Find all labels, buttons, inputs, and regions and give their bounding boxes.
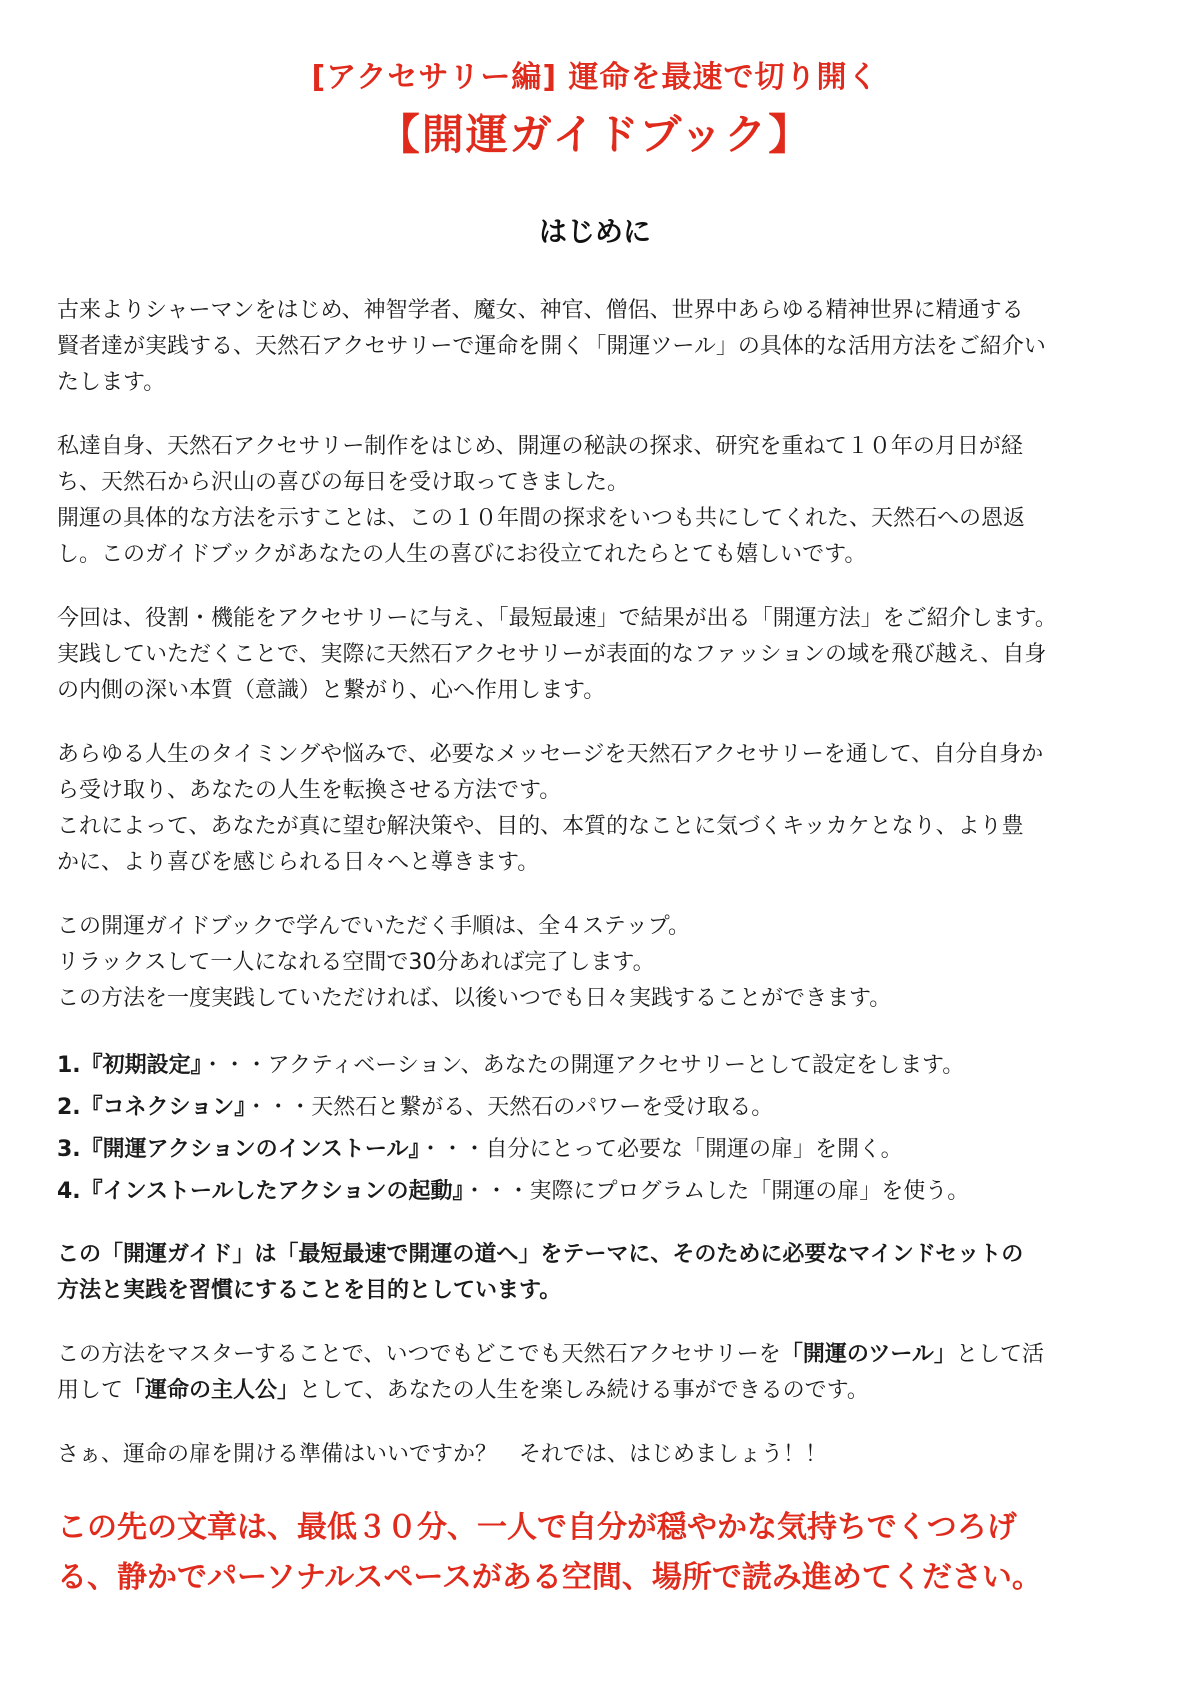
step-item [57,1087,1147,1129]
text-line: 開運の具体的な方法を示すことは、この１０年間の探求をいつも共にしてくれた、天然石への恩返 [57,506,1026,531]
text-run: この方法をマスターすることで、いつでもどこでも天然石アクセサリーを [57,1342,781,1367]
text-line: 古来よりシャーマンをはじめ、神智学者、魔女、神官、僧侶、世界中あらゆる精神世界に精通する [57,298,1024,323]
step-item [57,1045,1147,1087]
step-label: 3.『開運アクションのインストール』 [57,1137,420,1162]
text-line: たします。 [57,370,166,395]
step-item [57,1129,1147,1171]
text-line: かに、より喜びを感じられる日々へと導きます。 [57,850,540,875]
text-line: 方法と実践を習慣にすることを目的としています。 [57,1278,562,1303]
text-line: これによって、あなたが真に望む解決策や、目的、本質的なことに気づくキッカケとなり、より豊 [57,814,1024,839]
text-line: し。このガイドブックがあなたの人生の喜びにお役立てれたらとても嬉しいです。 [57,542,867,567]
text-line: リラックスして一人になれる空間で30分あれば完了します。 [57,950,655,975]
text-run: として活 [955,1342,1044,1367]
text-line: 今回は、役割・機能をアクセサリーに与え、「最短最速」で結果が出る「開運方法」をご紹介します。 [57,606,1057,631]
text-line: この開運ガイドブックで学んでいただく手順は、全４ステップ。 [57,914,690,939]
step-label: 2.『コネクション』 [57,1095,246,1120]
text-run: 用して [57,1378,124,1403]
text-line: の内側の深い本質（意識）と繋がり、心へ作用します。 [57,678,606,703]
step-text: ・・・実際にプログラムした「開運の扉」を使う。 [463,1179,970,1204]
text-line: この方法を一度実践していただければ、以後いつでも日々実践することができます。 [57,986,892,1011]
step-label: 4.『インストールしたアクションの起動』 [57,1179,464,1204]
step-text: ・・・自分にとって必要な「開運の扉」を開く。 [419,1137,903,1162]
text-line [57,1373,1147,1409]
red-notice [57,1503,1147,1603]
paragraph-intro [57,293,1147,401]
notice-line: る、静かでパーソナルスペースがある空間、場所で読み進めてください。 [57,1560,1042,1595]
step-item [57,1171,1147,1213]
step-label: 1.『初期設定』 [57,1053,202,1078]
paragraph-ready [57,1437,1147,1473]
document-title: 【開運ガイドブック】 [377,110,813,159]
text-run: として、あなたの人生を楽しみ続ける事ができるのです。 [299,1378,869,1403]
text-line: 私達自身、天然石アクセサリー制作をはじめ、開運の秘訣の探求、研究を重ねて１０年の月日が経 [57,434,1023,459]
emphasis-tool: 「開運のツール」 [780,1342,956,1367]
paragraph-history [57,429,1147,573]
paragraph-steps-intro [57,909,1147,1017]
text-line: あらゆる人生のタイミングや悩みで、必要なメッセージを天然石アクセサリーを通して、自分自身か [57,742,1044,767]
paragraph-method [57,601,1147,709]
paragraph-master [57,1337,1147,1409]
paragraph-transform [57,737,1147,881]
text-line [57,1337,1147,1373]
text-line: 賢者達が実践する、天然石アクセサリーで運命を開く「開運ツール」の具体的な活用方法をご紹介い [57,334,1046,359]
step-text: ・・・天然石と繋がる、天然石のパワーを受け取る。 [245,1095,774,1120]
text-line: ち、天然石から沢山の喜びの毎日を受け取ってきました。 [57,470,630,495]
text-line: この「開運ガイド」は「最短最速で開運の道へ」をテーマに、そのために必要なマインドセットの [57,1242,1024,1267]
notice-line: この先の文章は、最低３０分、一人で自分が穏やかな気持ちでくつろげ [57,1510,1017,1545]
step-text: ・・・アクティベーション、あなたの開運アクセサリーとして設定をします。 [201,1053,965,1078]
text-line: さぁ、運命の扉を開ける準備はいいですか？ それでは、はじめましょう！！ [57,1442,828,1467]
paragraph-purpose [57,1237,1147,1309]
steps-list [57,1045,1147,1213]
emphasis-hero: 「運命の主人公」 [123,1378,300,1403]
body-text [57,293,1147,1603]
text-line: ら受け取り、あなたの人生を転換させる方法です。 [57,778,562,803]
text-line: 実践していただくことで、実際に天然石アクセサリーが表面的なファッションの域を飛び越え、自身 [57,642,1047,667]
section-heading: はじめに [538,215,651,248]
document-subtitle: [アクセサリー編] 運命を最速で切り開く [311,60,879,95]
